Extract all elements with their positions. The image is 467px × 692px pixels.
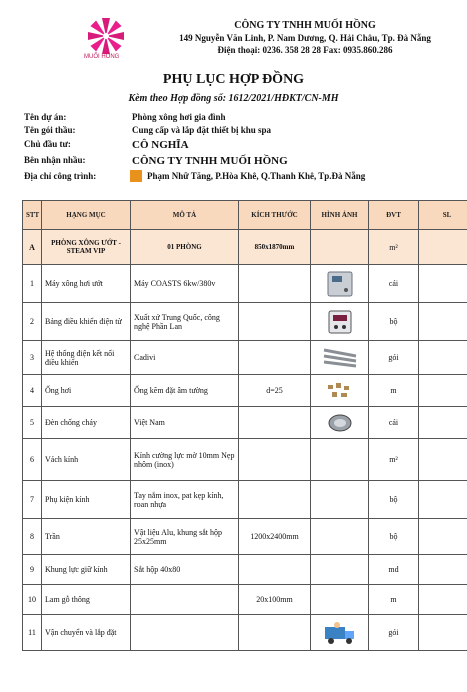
col-header: HẠNG MỤC [42,201,131,230]
cell-desc: Tay nắm inox, pat kẹp kính, roan nhựa [131,481,239,519]
cell-image [311,439,369,481]
cell-qty [419,407,467,439]
cell-stt: 1 [23,265,42,303]
cell-unit: m² [369,439,419,481]
cell-qty [419,303,467,341]
table-row [23,407,467,439]
info-site-address [24,171,366,181]
info-investor [24,139,189,151]
cell-desc: Xuất xứ Trung Quốc, công nghệ Phần Lan [131,303,239,341]
cell-item: Vách kính [42,439,131,481]
col-header: MÔ TẢ [131,201,239,230]
table-row [23,265,467,303]
cell-size [239,341,311,375]
cell-image [311,481,369,519]
cell-unit: gói [369,341,419,375]
cell-item: Hệ thống điện kết nối điều khiển [42,341,131,375]
cell-item: Ống hơi [42,375,131,407]
table-row [23,555,467,585]
cell-desc: Máy COASTS 6kw/380v [131,265,239,303]
cell-desc: Vật liệu Alu, khung sắt hộp 25x25mm [131,519,239,555]
info-project [24,112,226,122]
table-row [23,585,467,615]
cell-size: 1200x2400mm [239,519,311,555]
info-label: Tên dự án: [24,112,67,122]
cell-stt: 11 [23,615,42,651]
info-package [24,125,272,135]
cell-item: Máy xông hơi ướt [42,265,131,303]
table-row [23,303,467,341]
table-row [23,439,467,481]
cell-unit: m [369,585,419,615]
cell-stt: A [23,230,42,265]
cell-image [311,585,369,615]
cell-qty [419,439,467,481]
cell-stt: 8 [23,519,42,555]
cell-desc: Kính cường lực mờ 10mm Nẹp nhôm (inox) [131,439,239,481]
table-row [23,519,467,555]
lamp-image [327,413,353,433]
cell-item: Đèn chống cháy [42,407,131,439]
cell-unit: md [369,555,419,585]
cell-unit: cái [369,265,419,303]
cell-image [311,615,369,651]
cell-qty [419,585,467,615]
cell-qty [419,341,467,375]
cell-image [311,341,369,375]
cell-size [239,615,311,651]
table-header-row [23,201,467,230]
cell-size: d=25 [239,375,311,407]
cell-desc: Cadivi [131,341,239,375]
cell-image [311,375,369,407]
marker-icon [130,170,142,182]
cell-size [239,407,311,439]
cell-qty [419,615,467,651]
cell-stt: 3 [23,341,42,375]
cell-qty [419,481,467,519]
delivery-truck-image [323,621,357,645]
cell-image [311,230,369,265]
logo-text: MUỐI HỒNG [84,54,120,60]
cell-stt: 4 [23,375,42,407]
cell-unit: bộ [369,519,419,555]
cell-stt: 10 [23,585,42,615]
cell-qty [419,519,467,555]
contract-table [22,200,467,651]
document-subtitle: Kèm theo Hợp đồng số: 1612/2021/HĐKT/CN-MH [128,93,339,104]
cell-desc: Ống kẽm đặt âm tường [131,375,239,407]
col-header: STT [23,201,42,230]
cell-stt: 2 [23,303,42,341]
cell-size [239,265,311,303]
table-row [23,230,467,265]
col-header: ĐVT [369,201,419,230]
cell-item: Trần [42,519,131,555]
cell-image [311,265,369,303]
company-logo [72,14,140,74]
table-row [23,375,467,407]
cell-desc [131,585,239,615]
info-value: CÔ NGHĨA [132,139,189,151]
cell-unit: m² [369,230,419,265]
company-contact: Điện thoại: 0236. 358 28 28 Fax: 0935.860.286 [217,45,393,55]
cell-stt: 9 [23,555,42,585]
cell-desc: Sắt hộp 40x80 [131,555,239,585]
cell-image [311,407,369,439]
cell-item: Phụ kiện kính [42,481,131,519]
info-label: Địa chỉ công trình: [24,171,97,181]
cell-size [239,481,311,519]
company-name: CÔNG TY TNHH MUỐI HỒNG [234,20,376,31]
cell-size: 850x1870mm [239,230,311,265]
info-label: Chủ đầu tư: [24,139,71,149]
cell-unit: gói [369,615,419,651]
cell-item: Vận chuyển và lắp đặt [42,615,131,651]
cell-item: Khung lực giữ kính [42,555,131,585]
cell-qty [419,265,467,303]
col-header: HÌNH ẢNH [311,201,369,230]
cell-image [311,303,369,341]
cell-stt: 5 [23,407,42,439]
cell-unit: bộ [369,481,419,519]
info-value: Cung cấp và lắp đặt thiết bị khu spa [132,125,272,135]
table-row [23,341,467,375]
info-value: Phòng xông hơi gia đình [132,112,226,122]
pipe-fittings-image [325,381,355,401]
cell-item: PHÒNG XÔNG ƯỚT - STEAM VIP [42,230,131,265]
steam-generator-image [325,270,355,298]
cell-image [311,519,369,555]
cell-stt: 7 [23,481,42,519]
cables-image [322,346,358,370]
info-value: Phạm Nhữ Tăng, P.Hòa Khê, Q.Thanh Khê, Tp.Đà Nẵng [147,171,366,181]
cell-unit: cái [369,407,419,439]
document-title: PHỤ LỤC HỢP ĐỒNG [162,72,305,87]
info-label: Bên nhận nhầu: [24,155,86,165]
cell-desc: 01 PHÒNG [131,230,239,265]
cell-qty [419,555,467,585]
cell-unit: bộ [369,303,419,341]
col-header: KÍCH THƯỚC [239,201,311,230]
cell-unit: m [369,375,419,407]
cell-stt: 6 [23,439,42,481]
cell-image [311,555,369,585]
cell-item: Lam gỗ thông [42,585,131,615]
cell-desc [131,615,239,651]
cell-size [239,555,311,585]
control-panel-image [327,309,353,335]
cell-size [239,439,311,481]
table-row [23,615,467,651]
info-contractor [24,155,288,167]
table-row [23,481,467,519]
cell-desc: Việt Nam [131,407,239,439]
company-address: 149 Nguyễn Văn Linh, P. Nam Dương, Q. Hải Châu, Tp. Đà Nẵng [179,33,431,43]
cell-size [239,303,311,341]
info-value: CÔNG TY TNHH MUỐI HỒNG [132,155,288,167]
cell-size: 20x100mm [239,585,311,615]
cell-item: Bảng điều khiển điện tử [42,303,131,341]
cell-qty [419,230,467,265]
col-header: SL [419,201,467,230]
cell-qty [419,375,467,407]
info-label: Tên gói thầu: [24,125,76,135]
